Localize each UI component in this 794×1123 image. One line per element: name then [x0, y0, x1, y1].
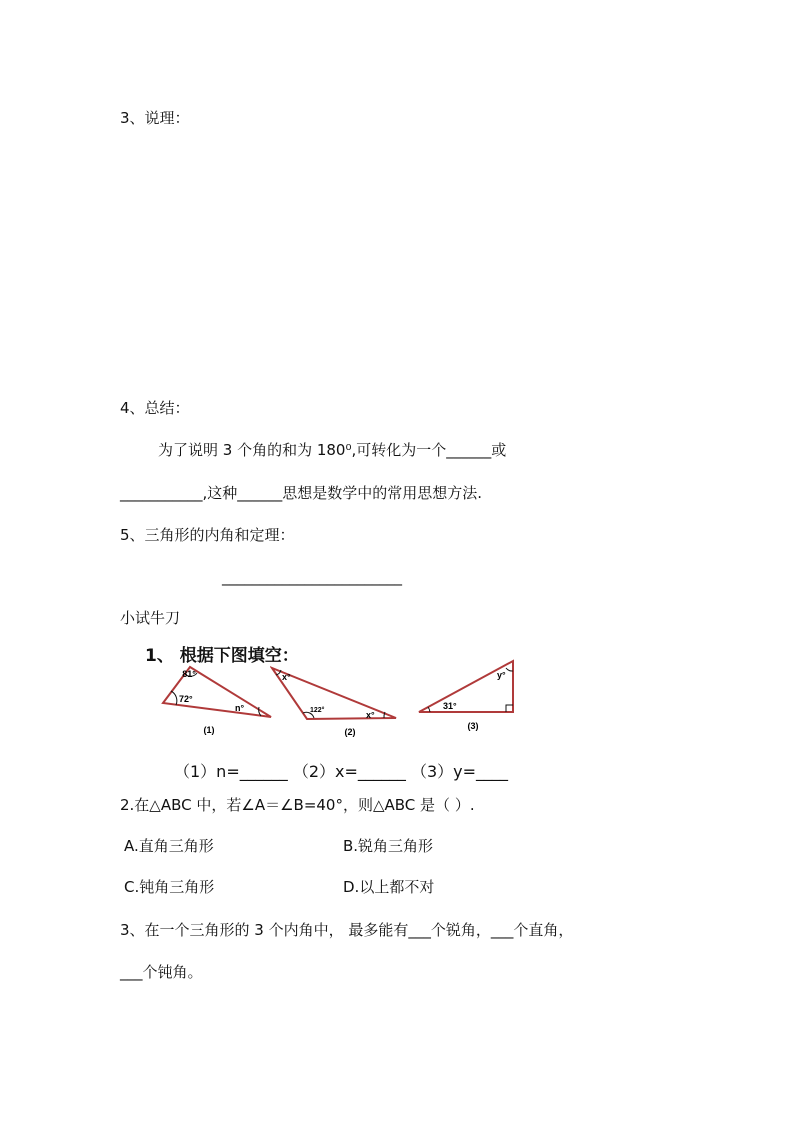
option-c: C.钝角三角形 [124, 878, 215, 896]
fig2-angle-top: x° [282, 672, 291, 682]
fig3-caption: (3) [467, 721, 479, 731]
fig3-angle-left: 31° [443, 701, 457, 711]
option-a: A.直角三角形 [124, 837, 214, 855]
option-d: D.以上都不对 [343, 878, 435, 896]
section-3-explain: 3、说理： [120, 109, 190, 127]
summary-line-2: ___________,这种______思想是数学中的常用思想方法. [120, 484, 483, 502]
section-5-theorem: 5、三角形的内角和定理： [120, 526, 295, 544]
theorem-answer-blank: ________________________ [222, 568, 402, 586]
fig1-angle-left: 72° [179, 694, 193, 704]
practice-title: 小试牛刀 [120, 609, 181, 627]
question-3-line-2: ___个钝角。 [120, 963, 203, 981]
fig1-caption: (1) [203, 725, 215, 735]
triangle-3-shape [419, 661, 513, 712]
triangle-1-shape [163, 667, 271, 717]
fig2-angle-right: x° [366, 710, 375, 720]
fig3-angle-top: y° [497, 670, 506, 680]
question-3-line-1: 3、在一个三角形的 3 个内角中， 最多能有___个锐角，___个直角， [120, 921, 574, 939]
fig1-angle-right: n° [235, 703, 245, 713]
fig2-caption: (2) [344, 727, 356, 737]
triangle-figure-2 [270, 663, 405, 743]
summary-line-1: 为了说明 3 个角的和为 180⁰,可转化为一个______或 [158, 441, 507, 459]
question-1-answers: （1）n=______ （2）x=______ （3）y=____ [174, 762, 509, 781]
fig2-angle-left: 122° [310, 707, 325, 714]
option-b: B.锐角三角形 [343, 837, 434, 855]
section-4-summary: 4、总结： [120, 399, 190, 417]
triangle-figure-1 [155, 663, 280, 738]
question-1-title: 1、 根据下图填空： [145, 646, 299, 666]
question-2-stem: 2.在△ABC 中，若∠A＝∠B=40°，则△ABC 是（ ）. [120, 796, 475, 814]
triangle-figure-3 [415, 658, 520, 738]
fig1-angle-top: 81° [182, 669, 196, 679]
